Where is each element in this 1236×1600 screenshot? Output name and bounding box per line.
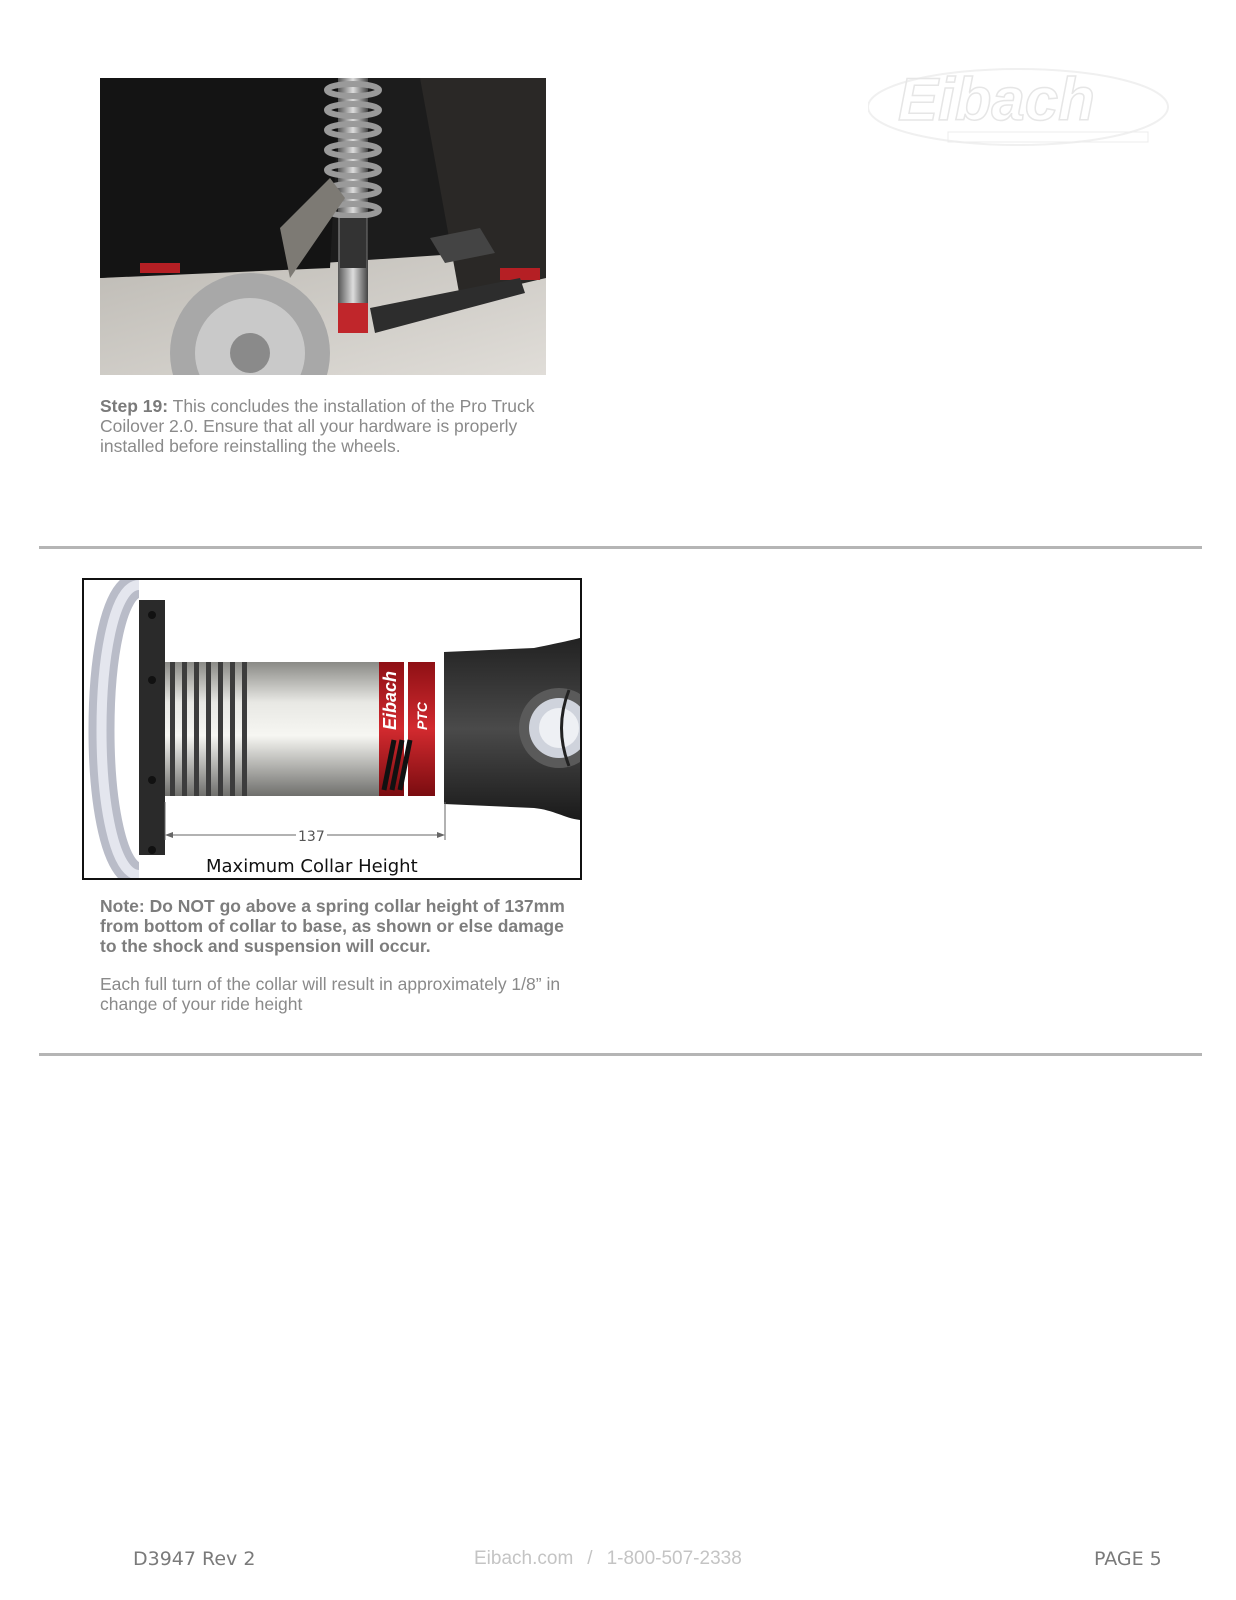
dimension-value: 137 xyxy=(298,829,325,845)
installed-coilover-photo xyxy=(100,78,546,375)
eibach-logo-watermark xyxy=(868,62,1188,162)
footer-separator: / xyxy=(587,1548,593,1569)
diagram-caption: Maximum Collar Height xyxy=(206,856,418,877)
step-19-label: Step 19: xyxy=(100,396,169,416)
page-number: PAGE 5 xyxy=(1094,1548,1162,1570)
collar-height-diagram xyxy=(82,578,582,880)
step-19-caption xyxy=(100,396,570,456)
diagram-model-label: PTC xyxy=(414,702,430,730)
warning-note: Note: Do NOT go above a spring collar height of 137mm from bottom of collar to base, as shown or else damage to the shock and suspension will occur. xyxy=(100,896,565,956)
phone-number: 1-800-507-2338 xyxy=(606,1548,742,1569)
document-id: D3947 Rev 2 xyxy=(133,1548,256,1570)
turn-info-text: Each full turn of the collar will result in approximately 1/8” in change of your ride height xyxy=(100,974,561,1014)
website-link[interactable]: Eibach.com xyxy=(474,1548,574,1569)
diagram-brand-label: Eibach xyxy=(380,670,400,730)
svg-text:Eibach: Eibach xyxy=(898,66,1095,133)
footer-contact xyxy=(474,1548,742,1570)
section-divider xyxy=(39,546,1202,549)
section-divider xyxy=(39,1053,1202,1056)
step-19-text: This concludes the installation of the Pro Truck Coilover 2.0. Ensure that all your hardware is properly installed before reinstalling the wheels. xyxy=(100,396,535,456)
